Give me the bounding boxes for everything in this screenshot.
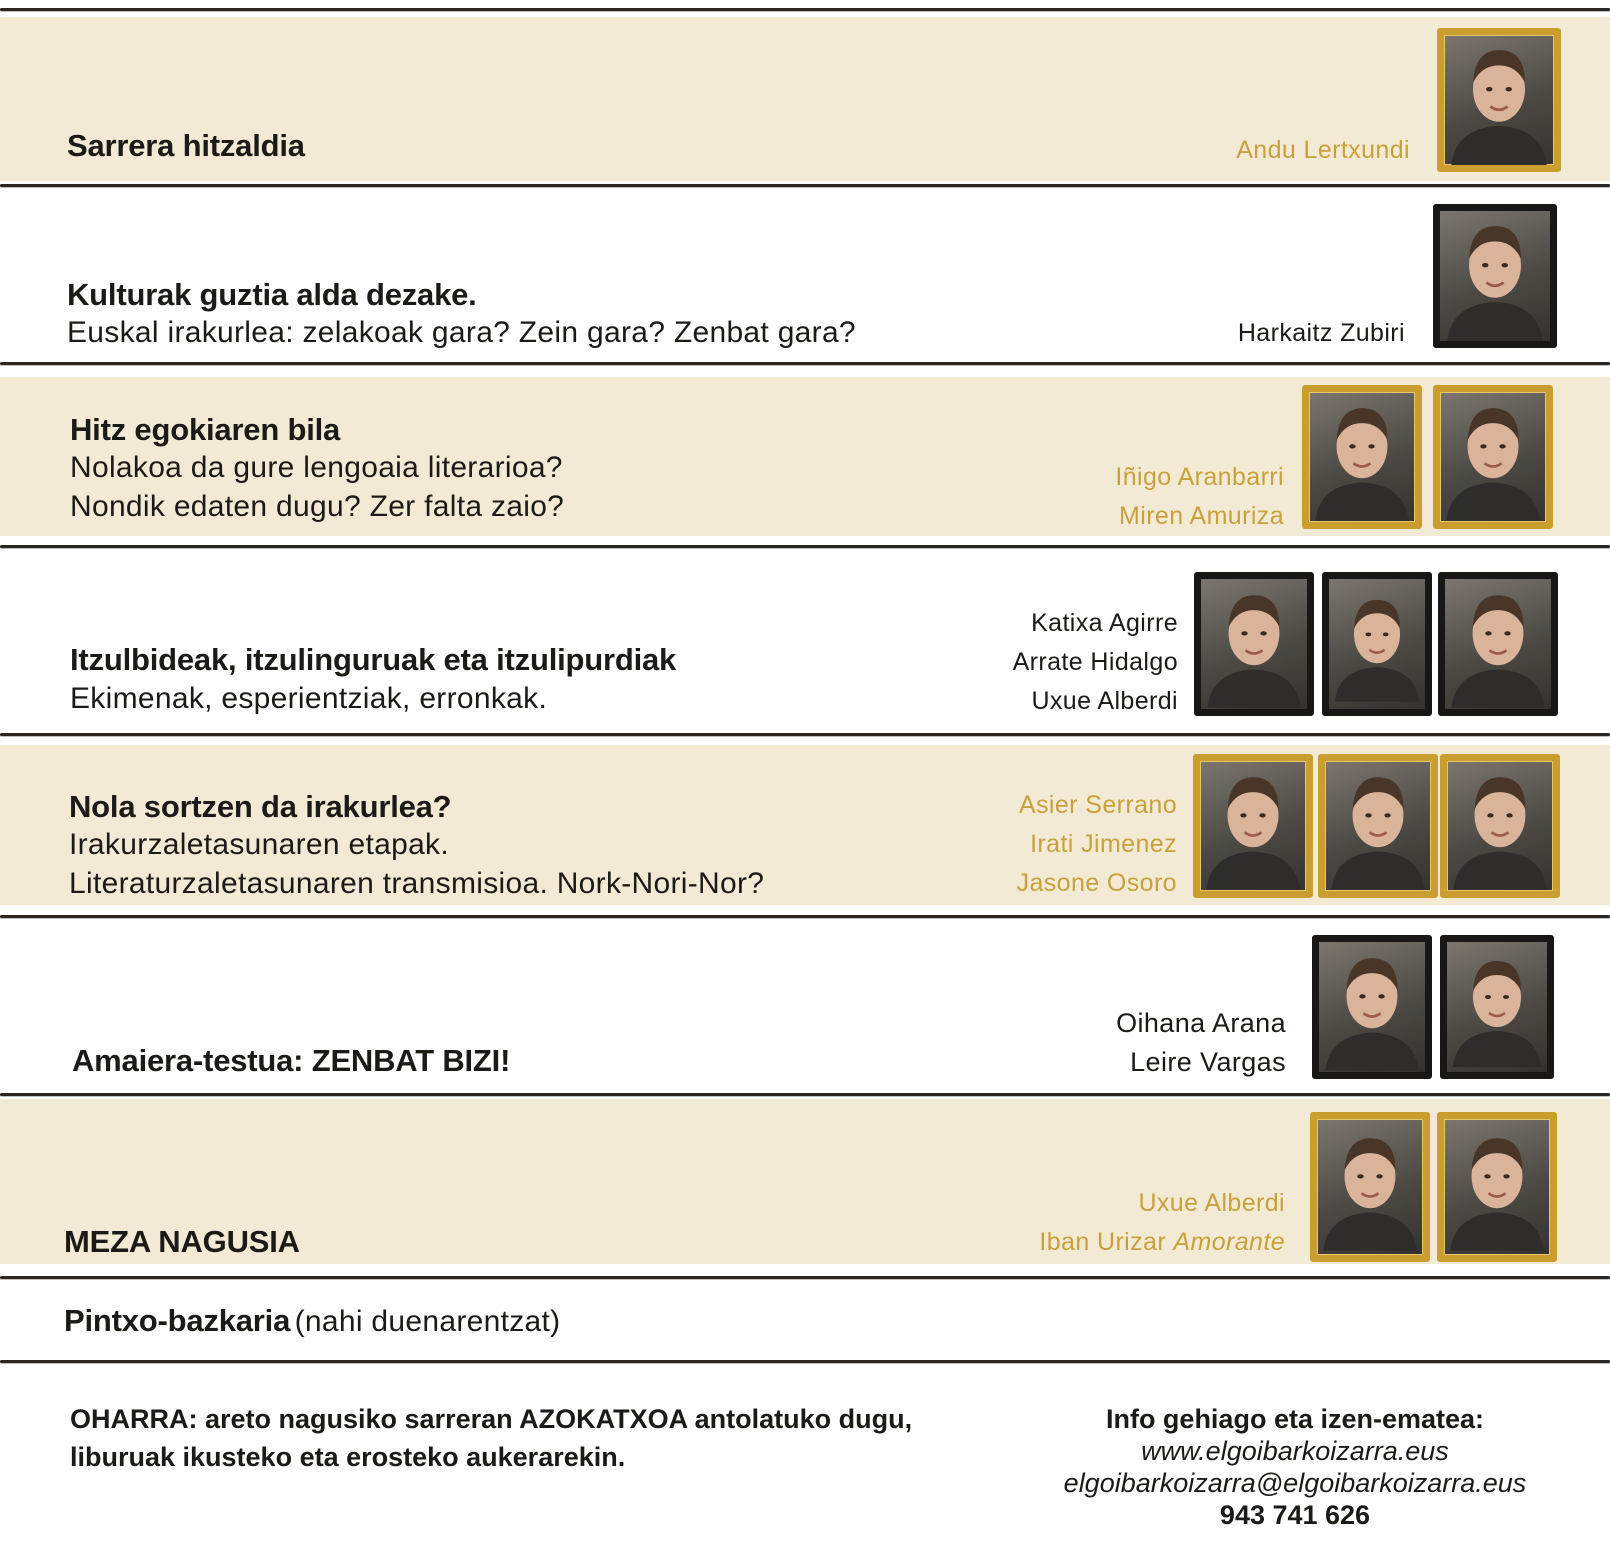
section-subtitle: Nolakoa da gure lengoaia literarioa? — [70, 451, 563, 484]
speaker-photo — [1440, 935, 1554, 1079]
portrait-image — [1445, 579, 1551, 709]
note-text — [70, 1400, 912, 1476]
portrait-image — [1325, 761, 1431, 891]
divider — [0, 1093, 1610, 1096]
speaker-name-italic: Amorante — [1173, 1228, 1285, 1256]
speaker-photo — [1194, 572, 1314, 716]
speaker-photo — [1193, 754, 1313, 898]
phone-number: 943 741 626 — [1219, 1500, 1371, 1530]
portrait-image — [1317, 1119, 1423, 1255]
speaker-name: Jasone Osoro — [1016, 869, 1177, 897]
portrait-image — [1444, 35, 1554, 165]
section-title: Amaiera-testua: ZENBAT BIZI! — [72, 1043, 511, 1078]
divider — [0, 733, 1610, 736]
divider — [0, 362, 1610, 365]
speaker-photo — [1322, 572, 1432, 716]
speaker-names — [1013, 604, 1178, 721]
section-title: Kulturak guztia alda dezake. — [67, 277, 477, 312]
speaker-photo — [1302, 385, 1422, 529]
speaker-name: Leire Vargas — [1130, 1047, 1286, 1077]
divider — [0, 1276, 1610, 1279]
speaker-name: Asier Serrano — [1018, 791, 1177, 819]
speaker-photo — [1318, 754, 1438, 898]
speaker-name: Arrate Hidalgo — [1012, 648, 1178, 676]
speaker-names — [1039, 1184, 1285, 1262]
section-title: Pintxo-bazkaria — [64, 1303, 291, 1338]
speaker-name: Katixa Agirre — [1031, 609, 1178, 637]
speaker-photo — [1437, 28, 1561, 172]
speaker-photo — [1437, 1112, 1557, 1262]
speaker-names — [1238, 314, 1405, 353]
speaker-names — [1115, 458, 1284, 536]
speaker-name: Uxue Alberdi — [1138, 1189, 1285, 1217]
divider — [0, 184, 1610, 187]
speaker-photo — [1312, 935, 1432, 1079]
speaker-name: Irati Jimenez — [1030, 830, 1177, 858]
speaker-photo — [1433, 385, 1553, 529]
section-title: Nola sortzen da irakurlea? — [69, 789, 452, 824]
portrait-image — [1201, 579, 1307, 709]
speaker-name: Iñigo Aranbarri — [1115, 463, 1284, 491]
section-title: Itzulbideak, itzulinguruak eta itzulipurdiak — [70, 642, 677, 677]
speaker-photo — [1440, 754, 1560, 898]
lunch-line — [64, 1303, 560, 1339]
speaker-name: Harkaitz Zubiri — [1237, 319, 1405, 347]
section-title: Hitz egokiaren bila — [70, 412, 341, 447]
section-subtitle: Nondik edaten dugu? Zer falta zaio? — [70, 490, 565, 523]
speaker-photo — [1433, 204, 1557, 348]
portrait-image — [1447, 942, 1547, 1072]
section-subtitle: Ekimenak, esperientziak, erronkak. — [70, 682, 548, 715]
speaker-name: Oihana Arana — [1116, 1008, 1286, 1038]
speaker-names — [1236, 131, 1410, 170]
speaker-name: Uxue Alberdi — [1031, 687, 1178, 715]
speaker-name: Andu Lertxundi — [1236, 136, 1410, 164]
section-title: MEZA NAGUSIA — [64, 1224, 300, 1259]
speaker-names — [1017, 786, 1177, 903]
divider — [0, 1360, 1610, 1363]
portrait-image — [1309, 392, 1415, 522]
section-subtitle: Irakurzaletasunaren etapak. — [69, 828, 449, 861]
speaker-name: Miren Amuriza — [1119, 502, 1284, 530]
portrait-image — [1319, 942, 1425, 1072]
portrait-image — [1200, 761, 1306, 891]
speaker-photo — [1438, 572, 1558, 716]
info-block — [1035, 1403, 1555, 1531]
portrait-image — [1444, 1119, 1550, 1255]
section-title-extra: (nahi duenarentzat) — [294, 1305, 561, 1338]
section-subtitle: Literaturzaletasunaren transmisioa. Nork-Nori-Nor? — [69, 867, 765, 900]
email-link[interactable]: elgoibarkoizarra@elgoibarkoizarra.eus — [1063, 1468, 1527, 1498]
speaker-names — [1116, 1004, 1286, 1082]
website-link[interactable]: www.elgoibarkoizarra.eus — [1141, 1436, 1449, 1466]
portrait-image — [1447, 761, 1553, 891]
note-line: liburuak ikusteko eta erosteko aukerarekin. — [70, 1442, 626, 1472]
divider — [0, 545, 1610, 548]
note-line: OHARRA: areto nagusiko sarreran AZOKATXOA antolatuko dugu, — [70, 1404, 913, 1434]
portrait-image — [1440, 211, 1550, 341]
divider — [0, 8, 1610, 11]
speaker-name — [1039, 1223, 1285, 1262]
divider — [0, 915, 1610, 918]
info-heading: Info gehiago eta izen-ematea: — [1105, 1404, 1485, 1434]
speaker-name-part: Iban Urizar — [1039, 1228, 1174, 1256]
portrait-image — [1329, 579, 1425, 709]
portrait-image — [1440, 392, 1546, 522]
section-subtitle: Euskal irakurlea: zelakoak gara? Zein gara? Zenbat gara? — [67, 316, 856, 349]
speaker-photo — [1310, 1112, 1430, 1262]
section-title: Sarrera hitzaldia — [67, 128, 305, 163]
